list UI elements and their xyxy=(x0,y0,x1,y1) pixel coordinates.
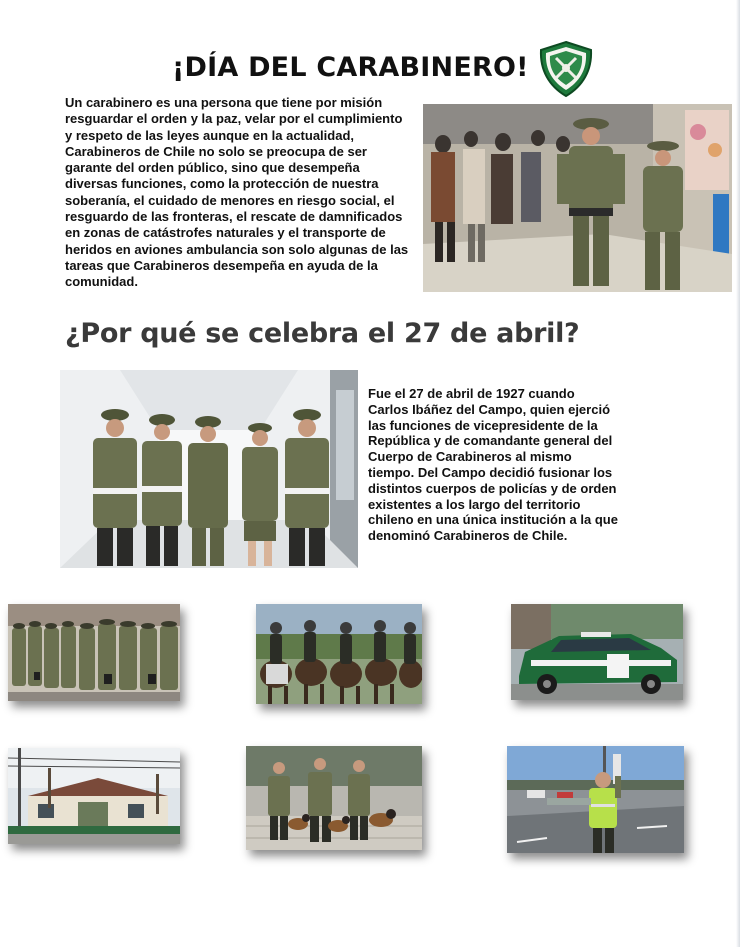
parade-formation-photo xyxy=(8,604,180,701)
carabineros-badge-icon xyxy=(537,40,595,98)
officers-group-photo xyxy=(60,370,358,568)
police-station-photo xyxy=(8,748,180,844)
street-patrol-photo xyxy=(423,104,732,292)
patrol-car-photo xyxy=(511,604,683,700)
page-title: ¡DÍA DEL CARABINERO! xyxy=(172,52,529,83)
section-subtitle: ¿Por qué se celebra el 27 de abril? xyxy=(65,318,580,349)
k9-unit-photo xyxy=(246,746,422,850)
history-paragraph: Fue el 27 de abril de 1927 cuando Carlos Ibáñez del Campo, quien ejerció las funciones de vicepresidente de la República y de comandante general del Cuerpo de Carabineros al mismo tiempo. Del Campo decidió fusionar los distintos cuerpos de policías y de orden existentes a los largo del territorio chileno en una única institución a la que denominó Carabineros de Chile. xyxy=(368,386,618,544)
mounted-police-photo xyxy=(256,604,422,704)
traffic-officer-photo xyxy=(507,746,684,853)
page-edge xyxy=(736,0,740,947)
intro-paragraph: Un carabinero es una persona que tiene por misión resguardar el orden y la paz, velar por el cumplimiento y respeto de las leyes aunque en la actualidad, Carabineros de Chile no solo se preocupa de ser garante del orden público, sino que desempeña diversas funciones, como la protección de nuestra soberanía, el cuidado de menores en riesgo social, el resguardo de las fronteras, el rescate de damnificados en zonas de catástrofes naturales y el transporte de heridos en aviones ambulancia son solo algunas de las tareas que Carabineros desempeña en ayuda de la comunidad. xyxy=(65,95,409,290)
